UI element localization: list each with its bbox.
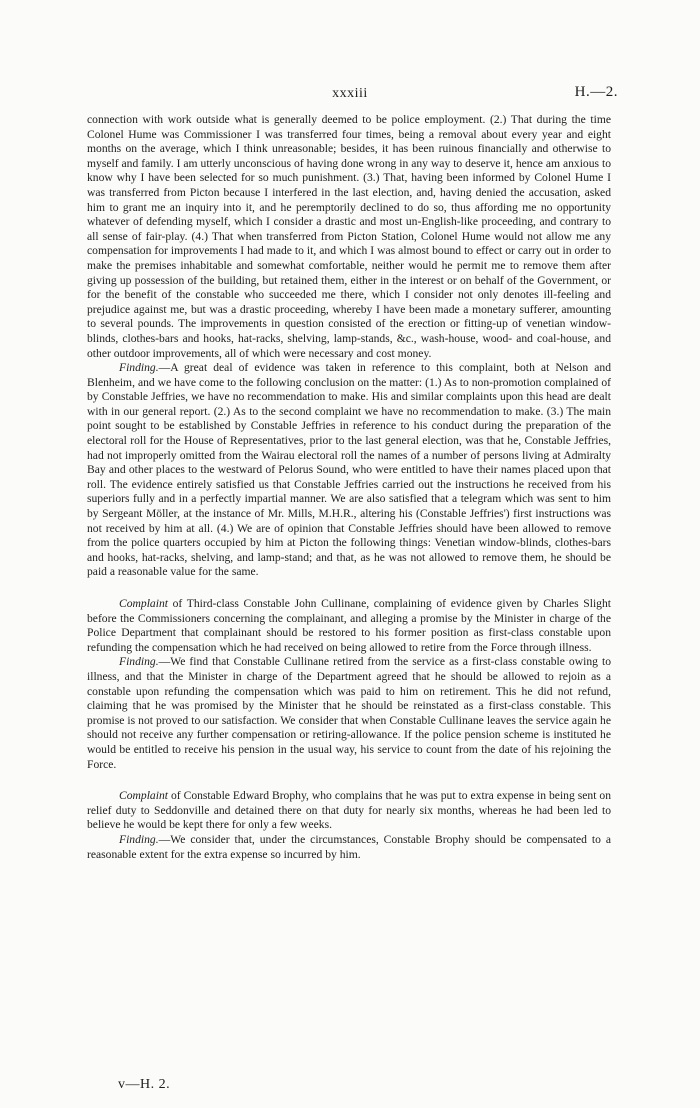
paragraph-lead: Finding. [119,361,159,375]
paragraph-text: of Third-class Constable John Cullinane, complaining of evidence given by Charles Slight before the Commissioners concerning the complainant, and alleging a promise by the Minister in charge of the Police Department that complainant should be restored to his former position as first-class constable upon refunding the compensation which he had received on being allowed to retire from the Force through illness. [87,597,611,654]
paragraph-cullinane-finding [87,655,611,772]
signature-mark: v—H. 2. [118,1077,171,1092]
paragraph-text: of Constable Edward Brophy, who complains that he was put to extra expense in being sent on relief duty to Seddonville and detained there on that duty for nearly six months, whereas he had been led to believe he would be kept there for only a few weeks. [87,789,611,832]
paragraph-cullinane-complaint [87,597,611,655]
paragraph-lead: Finding. [119,832,159,846]
paragraph-brophy-complaint [87,789,611,833]
page-number: xxxiii [332,86,368,101]
paragraph-text: —A great deal of evidence was taken in reference to this complaint, both at Nelson and Blenheim, and we have come to the following conclusion on the matter: (1.) As to non-promotion complained of by Constable Jeffries, we have no recommendation to make. His and similar complaints upon this head are dealt with in our general report. (2.) As to the second complaint we have no recommendation to make. (3.) The main point sought to be established by Constable Jeffries in reference to his conduct during the preparation of the electoral roll for the House of Representatives, prior to the last general election, was that he, Constable Jeffries, had not improperly omitted from the Wairau electoral roll the names of a number of persons living at Admiralty Bay and other places to the westward of Pelorus Sound, who were entitled to have their names placed upon that roll. The evidence entirely satisfied us that Constable Jeffries carried out the instructions he received from his superiors fully and in a perfectly impartial manner. We are also satisfied that a telegram which was sent to him by Sergeant Möller, at the instance of Mr. Mills, M.H.R., altering his (Constable Jeffries') first instructions was not received by him at all. (4.) We are of opinion that Constable Jeffries should have been allowed to remove from the police quarters occupied by him at Picton the following things: Venetian window-blinds, clothes-bars and hooks, hat-racks, shelving, and lamp-stand; and that, as he was not allowed to remove them, he should be paid a reasonable value for the same. [87,361,611,579]
paragraph-jeffries-complaint-continued [87,113,611,361]
paragraph-lead: Complaint [119,597,168,610]
paragraph-lead: Complaint [119,789,168,803]
paragraph-text: —We consider that, under the circumstances, Constable Brophy should be compensated to a reasonable extent for the extra expense so incurred by him. [87,832,611,861]
document-reference: H.—2. [574,84,618,100]
paragraph-jeffries-finding [87,361,611,580]
body-text [87,113,611,862]
paragraph-lead: Finding. [119,655,159,669]
paragraph-brophy-finding [87,833,611,862]
paragraph-text: —We find that Constable Cullinane retired from the service as a first-class constable owing to illness, and that the Minister in charge of the Department agreed that he should be allowed to rejoin as a constable upon refunding the compensation which was paid to him on retirement. This he did not refund, claiming that he was promised by the Minister that he should be reinstated as a first-class constable. This promise is not proved to our satisfaction. We consider that when Constable Cullinane leaves the service again he should not receive any further compensation or retiring-allowance. If the police pension scheme is instituted he would be entitled to receive his pension in the usual way, his service to count from the date of his rejoining the Force. [87,655,611,771]
paragraph-text: connection with work outside what is generally deemed to be police employment. (2.) That during the time Colonel Hume was Commissioner I was transferred four times, being a removal about every year and eight months on the average, which I think unreasonable; besides, it has been ruinous financially and otherwise to myself and family. I am utterly unconscious of having done wrong in any way to deserve it, hence am anxious to know why I have been selected for so much punishment. (3.) That, having been informed by Colonel Hume I was transferred from Picton because I interfered in the last election, and, having denied the accusation, asked him to grant me an inquiry into it, and he peremptorily declined to do so, thus affording me no opportunity whatever of defending myself, which I consider a drastic and most un-English-like proceeding, and contrary to all sense of fair-play. (4.) That when transferred from Picton Station, Colonel Hume would not allow me any compensation for improvements I had made to it, and which I was almost bound to effect or carry out in order to make the premises inhabitable and somewhat comfortable, neither would he permit me to remove them after giving up possession of the building, but retained them, either in the interest or on behalf of the Government, or for the benefit of the constable who succeeded me there, which I consider not only denotes ill-feeling and prejudice against me, but was a drastic proceeding, whereby I have been made a monetary sufferer, amounting to several pounds. The improvements in question consisted of the erection or fitting-up of venetian window-blinds, clothes-bars and hooks, hat-racks, shelving, lamp-stands, &c., wash-house, wood- and coal-house, and other outdoor improvements, all of which were necessary and cost money. [87,113,611,360]
